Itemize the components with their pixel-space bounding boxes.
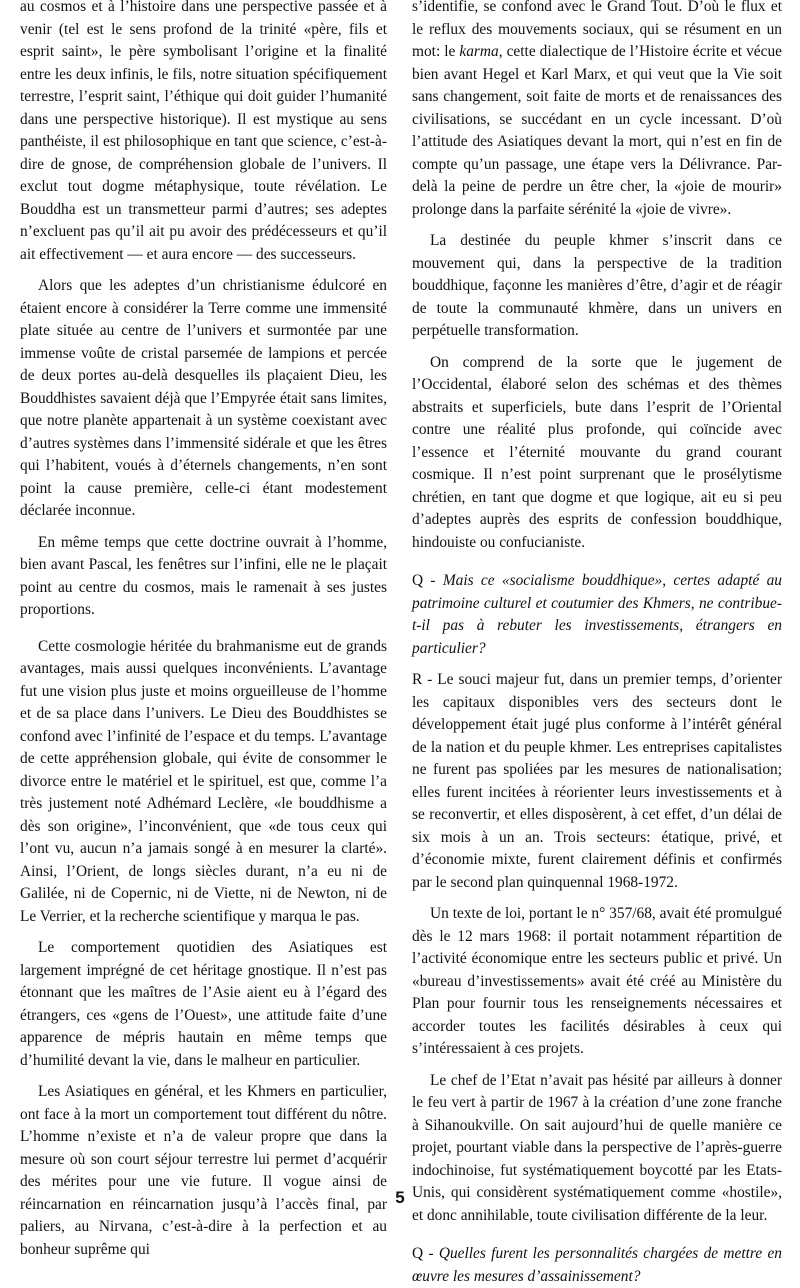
- question-label: Q -: [412, 1245, 439, 1262]
- interview-question: [412, 1243, 782, 1288]
- right-column: [412, 0, 782, 1288]
- paragraph: En même temps que cette doctrine ouvrait à l’homme, bien avant Pascal, les fenêtres sur l’infini, elle ne le plaçait point au centre du cosmos, mais le ramenait à ses justes proportions.: [20, 533, 387, 618]
- interview-question: [412, 570, 782, 660]
- paragraph: Les Asiatiques en général, et les Khmers en particulier, ont face à la mort un comportement tout différent du nôtre. L’homme n’existe et n’a de valeur propre que dans la mesure où son court séjour terrestre lui permet d’acquérir des mérites pour une vie future. Il vogue ainsi de réincarnation en réincarnation jusqu’à l’accès final, par paliers, au Nirvana, c’est-à-dire à la perfection et au bonheur suprême qui: [20, 1083, 387, 1258]
- question-text: Mais ce «socialisme bouddhique», certes adapté au patrimoine culturel et coutumier des Khmers, ne contribue-t-il pas à rebuter les investissements, étrangers en particulier?: [412, 572, 782, 657]
- paragraph: [412, 0, 782, 221]
- paragraph: Le chef de l’Etat n’avait pas hésité par ailleurs à donner le feu vert à partir de 1967 à la création d’une zone franche à Sihanoukville. On sait aujourd’hui de quelle manière ce projet, pourtant viable dans la perspective de l’après-guerre indochinoise, fut systématiquement boycotté par les Etats-Unis, qui considèrent systématiquement comme «hostile», et donc annihilable, toute civilisation différente de la leur.: [412, 1071, 782, 1224]
- left-column: [20, 0, 387, 1261]
- paragraph: Un texte de loi, portant le n° 357/68, avait été promulgué dès le 12 mars 1968: il portait notamment répartition de l’activité économique entre les secteurs public et privé. Un «bureau d’investissements» avait été créé au Ministère du Plan pour fournir tous les renseignements nécessaires et accorder toutes les facilités désirables à ceux qui s’intéressaient à ces projets.: [412, 905, 782, 1057]
- karma-term: karma,: [459, 43, 503, 60]
- paragraph: au cosmos et à l’histoire dans une perspective passée et à venir (tel est le sens profond de la trinité «père, fils et esprit saint», le père symbolisant l’origine et la finalité entre les deux infinis, le fils, notre situation spécifiquement terrestre, l’esprit saint, l’éthique qui doit guider l’humanité dans une perspective historique). Il est mystique au sens panthéiste, il est philosophique en tant que science, c’est-à-dire de gnose, de compréhension globale de l’univers. Il exclut tout dogme métaphysique, toute révélation. Le Bouddha est un transmetteur parmi d’autres; ses adeptes n’excluent pas qu’il ait pu avoir des prédécesseurs et qu’il ait effectivement — et aura encore — des successeurs.: [20, 0, 387, 263]
- paragraph: Alors que les adeptes d’un christianisme édulcoré en étaient encore à considérer la Terre comme une immensité plate située au centre de l’univers et surmontée par une immense voûte de cristal parsemée de lampions et percée de deux portes au-delà desquelles ils plaçaient Dieu, les Bouddhistes savaient déjà que l’Empyrée était sans limites, que notre planète appartenait à un système coexistant avec d’autres systèmes dans l’immensité sidérale et que les êtres qui l’habitent, voués à d’éternels changements, n’en sont point la cause première, celle-ci étant modestement déclarée inconnue.: [20, 277, 387, 519]
- paragraph: On comprend de la sorte que le jugement de l’Occidental, élaboré selon des schémas et des thèmes abstraits et superficiels, bute dans l’esprit de l’Oriental contre une réalité plus profonde, qui coïncide avec l’essence et l’éternité mouvante du grand courant cosmique. Il n’est point surprenant que le prosélytisme chrétien, en tant que dogme et que logique, ait eu si peu d’adeptes auprès des esprits de confession bouddhique, hindouiste ou confucianiste.: [412, 353, 782, 551]
- paragraph: La destinée du peuple khmer s’inscrit dans ce mouvement qui, dans la perspective de la tradition bouddhique, façonne les manières d’être, d’agir et de réagir de toute la communauté khmère, dans un univers en perpétuelle transformation.: [412, 232, 782, 339]
- text-run: s’identifie, se confond avec le Grand Tout. D’où le flux et le reflux des mouvements sociaux, qui se résument en un mot: le: [412, 0, 782, 60]
- question-text: Quelles furent les personnalités chargées de mettre en œuvre les mesures d’assainissement?: [412, 1245, 783, 1285]
- question-label: Q -: [412, 572, 443, 589]
- interview-answer: R - Le souci majeur fut, dans un premier temps, d’orienter les capitaux disponibles vers des secteurs dont le développement était jugé plus conforme à l’intérêt général de la nation et du peuple khmer. Les entreprises capitalistes ne furent pas spoliées par les mesures de nationalisation; elles furent incitées à réorienter leurs investissements et à se reconvertir, et elles disposèrent, à cet effet, d’un délai de six mois à un an. Trois secteurs: étatique, privé, et d’économie mixte, furent clairement définis et confirmés par le second plan quinquennal 1968-1972.: [412, 671, 782, 891]
- text-run: cette dialectique de l’Histoire écrite et vécue bien avant Hegel et Karl Marx, et qui veut que la Vie soit sans changement, soit faite de morts et de renaissances des civilisations, se succédant en un cycle incessant. D’où l’attitude des Asiatiques devant la mort, qui n’est en fin de compte qu’un passage, une étape vers la Délivrance. Par-delà la peine de perdre un être cher, la «joie de mourir» prolonge dans la parfaite sérénité la «joie de vivre».: [412, 43, 782, 218]
- paragraph: Cette cosmologie héritée du brahmanisme eut de grands avantages, mais aussi quelques inconvénients. L’avantage fut une vision plus juste et moins orgueilleuse de l’homme et de sa place dans l’univers. Le Dieu des Bouddhistes se confond avec l’infinité de l’espace et du temps. L’avantage de cette appréhension globale, qui évite de consommer le divorce entre le matériel et le spirituel, est que, comme l’a très justement noté Adhémard Leclère, «le bouddhisme a dès son origine», l’inconvénient, que «de tous ceux qui l’ont vu, aucun n’a jamais songé à en mesurer la clarté». Ainsi, l’Orient, de longs siècles durant, n’a eu ni de Galilée, ni de Copernic, ni de Viette, ni de Newton, ni de Le Verrier, et la recherche scientifique y marqua le pas.: [20, 637, 387, 925]
- page-number: 5: [395, 1188, 405, 1207]
- paragraph: Le comportement quotidien des Asiatiques est largement imprégné de cet héritage gnostique. Il n’est pas étonnant que les maîtres de l’Asie aient eu à l’égard des étrangers, ces «gens de l’Ouest», une attitude faite d’une apparence de mépris hautain en même temps que d’humilité devant la vie, dans le malheur en particulier.: [20, 939, 387, 1069]
